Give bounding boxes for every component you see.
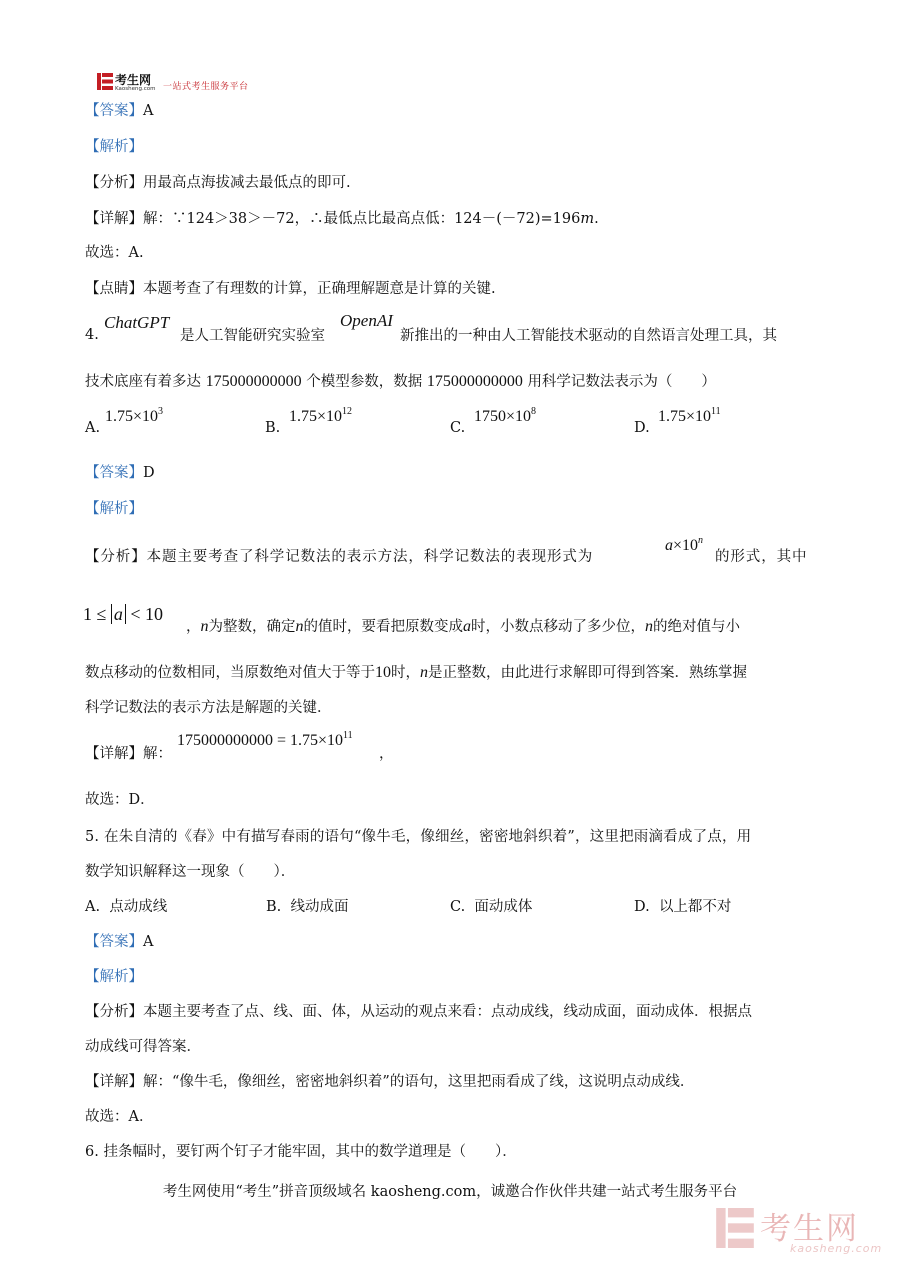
q4-text2: 新推出的一种由人工智能技术驱动的自然语言处理工具，其: [400, 328, 777, 344]
q4-fenxi-line4: 科学记数法的表示方法是解题的关键．: [85, 700, 332, 716]
q4-fenxi-line3: 数点移动的位数相同，当原数绝对值大于等于10时，n是正整数，由此进行求解即可得到答案．熟练掌握: [85, 664, 747, 681]
q4-form: $a\times 10^n$: [665, 535, 704, 554]
page-footer: 考生网使用“考生”拼音顶级域名 kaosheng.com，诚邀合作伙伴共建一站式考生服务平台: [162, 1184, 738, 1200]
q4-option-c-label: C.: [450, 420, 466, 436]
q5-fenxi-line2: 动成线可得答案．: [85, 1039, 201, 1055]
q4-option-d: $1.75\times 10^{11}$: [658, 406, 721, 425]
q4-option-b-label: B.: [265, 420, 281, 436]
q4-fenxi-line2: ，n为整数，确定n的值时，要看把原数变成a时，小数点移动了多少位，n的绝对值与小: [186, 618, 740, 635]
q5-analysis-tag: 【解析】: [85, 969, 143, 985]
q3-fenxi: 【分析】用最高点海拔减去最低点的即可.: [85, 175, 351, 191]
watermark-name: 考生网: [760, 1211, 859, 1247]
q4-inequality: 1 ≤ a < 10: [83, 604, 164, 624]
q4-detail-equation: $175000000000 = 1.75\times 10^{11}$: [177, 730, 353, 749]
q3-analysis-tag: 【解析】: [85, 139, 143, 155]
q4-chatgpt: ChatGPT: [104, 313, 170, 332]
q4-analysis-tag: 【解析】: [85, 501, 143, 517]
q5-option-c: C. 面动成体: [450, 899, 533, 915]
q4-number: 4.: [85, 327, 99, 343]
q4-openai: OpenAI: [340, 311, 393, 330]
q4-detail-end: ，: [379, 746, 394, 762]
kaosheng-logo-icon: [97, 73, 113, 90]
q4-choice: 故选：D．: [85, 792, 155, 808]
watermark-domain: kaosheng.com: [790, 1242, 883, 1255]
logo-domain: Kaosheng.com: [115, 86, 156, 92]
q4-option-a-label: A.: [85, 420, 101, 436]
q4-text1: 是人工智能研究实验室: [180, 328, 325, 344]
q4-detail-label: 【详解】解：: [85, 746, 172, 762]
q5-option-b: B. 线动成面: [266, 899, 349, 915]
q4-option-a: $1.75\times 10^3$: [105, 406, 164, 425]
logo-name: 考生网: [115, 73, 152, 87]
q5-fenxi-line1: 【分析】本题主要考查了点、线、面、体，从运动的观点来看：点动成线，线动成面，面动成体．根据点: [85, 1004, 752, 1020]
q5-line1: 5. 在朱自清的《春》中有描写春雨的语句“像牛毛，像细丝，密密地斜织着”，这里把雨滴看成了点，用: [85, 829, 752, 845]
q5-option-a: A. 点动成线: [85, 899, 168, 915]
watermark-logo-icon: [716, 1208, 754, 1248]
q3-choice: 故选：A.: [85, 245, 144, 261]
q5-detail: 【详解】解：“像牛毛，像细丝，密密地斜织着”的语句，这里把雨看成了线，这说明点动成线．: [85, 1074, 695, 1090]
q4-fenxi-line1-end: 的形式，其中: [715, 549, 808, 565]
q3-detail: 【详解】解：∵124＞38＞－72，∴最低点比最高点低：124－(－72)=196m.: [85, 211, 599, 227]
q4-option-b: $1.75\times 10^{12}$: [289, 406, 353, 425]
q4-fenxi-line1: 【分析】本题主要考查了科学记数法的表示方法，科学记数法的表现形式为: [85, 549, 594, 565]
q4-answer: 【答案】D: [85, 465, 155, 481]
q6-line1: 6. 挂条幅时，要钉两个钉子才能牢固，其中的数学道理是（ ）．: [85, 1144, 517, 1160]
logo-slogan: 一站式考生服务平台: [163, 82, 249, 92]
q4-line2: 技术底座有着多达 175000000000 个模型参数，数据 175000000000 用科学记数法表示为（ ）: [85, 373, 716, 390]
q5-option-d: D. 以上都不对: [634, 899, 732, 915]
q3-note: 【点睛】本题考查了有理数的计算，正确理解题意是计算的关键.: [85, 281, 496, 297]
q4-option-c: $1750\times 10^8$: [474, 406, 537, 425]
q5-line2: 数学知识解释这一现象（ ）．: [85, 864, 296, 880]
q4-option-d-label: D.: [634, 420, 650, 436]
q5-choice: 故选：A．: [85, 1109, 154, 1125]
q5-answer: 【答案】A: [85, 934, 154, 950]
q3-answer: 【答案】A: [85, 103, 154, 119]
